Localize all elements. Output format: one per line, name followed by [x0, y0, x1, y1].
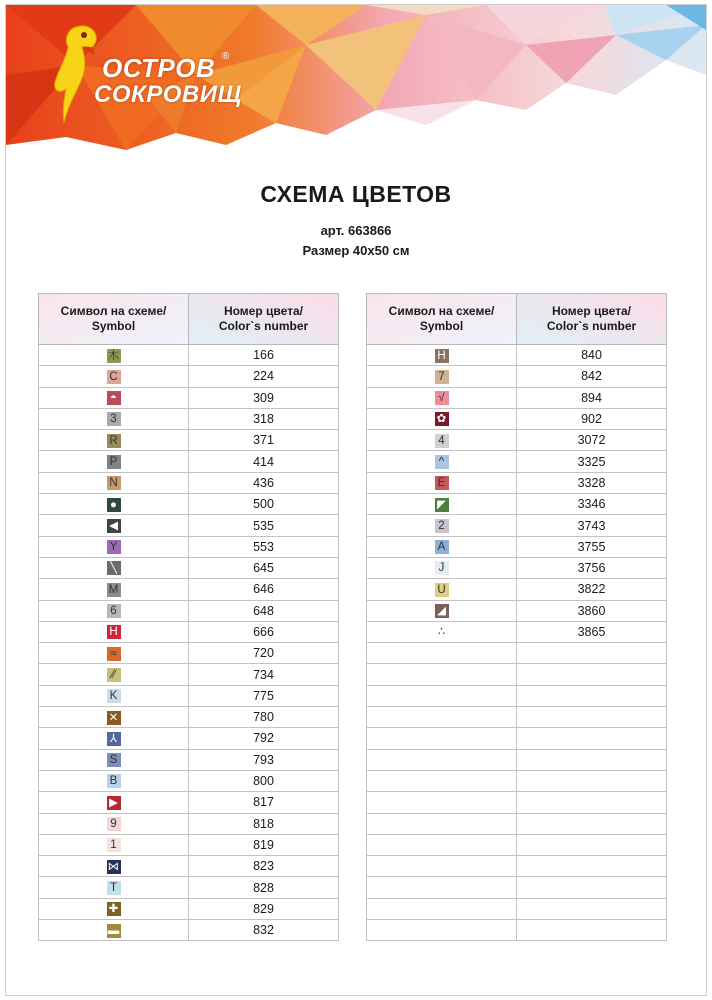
color-number-cell: 371	[189, 430, 339, 451]
symbol-swatch: 4	[435, 434, 449, 448]
color-number-cell: 823	[189, 856, 339, 877]
color-number-cell: 648	[189, 600, 339, 621]
table-row	[39, 770, 339, 791]
table-row	[39, 877, 339, 898]
table-row	[39, 408, 339, 429]
symbol-cell	[39, 920, 189, 941]
header-number	[517, 294, 667, 345]
color-number-cell: 436	[189, 472, 339, 493]
table-row	[39, 834, 339, 855]
header-symbol	[367, 294, 517, 345]
table-row	[367, 770, 667, 791]
table-row	[367, 557, 667, 578]
brand-line1: ОСТРОВ	[102, 53, 216, 83]
table-row	[39, 813, 339, 834]
color-number-cell: 500	[189, 494, 339, 515]
symbol-cell	[367, 621, 517, 642]
color-number-cell	[517, 792, 667, 813]
symbol-cell	[367, 579, 517, 600]
header-number-en: Color`s number	[546, 319, 637, 333]
color-number-cell: 832	[189, 920, 339, 941]
symbol-cell	[39, 728, 189, 749]
color-number-cell: 819	[189, 834, 339, 855]
color-number-cell	[517, 643, 667, 664]
table-row	[39, 515, 339, 536]
table-row	[39, 451, 339, 472]
table-row	[39, 387, 339, 408]
table-row	[367, 792, 667, 813]
symbol-cell	[367, 557, 517, 578]
symbol-swatch: ⁄⁄	[107, 668, 121, 682]
table-row	[367, 813, 667, 834]
symbol-cell	[39, 387, 189, 408]
symbol-cell	[39, 792, 189, 813]
symbol-cell	[367, 749, 517, 770]
color-number-cell: 829	[189, 898, 339, 919]
color-number-cell: 666	[189, 621, 339, 642]
parrot-logo	[46, 19, 106, 129]
table-row	[367, 728, 667, 749]
color-number-cell: 734	[189, 664, 339, 685]
table-row	[39, 366, 339, 387]
symbol-cell	[367, 707, 517, 728]
symbol-cell	[367, 472, 517, 493]
table-row	[39, 494, 339, 515]
color-number-cell	[517, 707, 667, 728]
symbol-swatch: ▶	[107, 796, 121, 810]
symbol-cell	[39, 430, 189, 451]
symbol-swatch: H	[107, 625, 121, 639]
color-number-cell: 553	[189, 536, 339, 557]
symbol-swatch: ▬	[107, 924, 120, 937]
symbol-cell	[39, 643, 189, 664]
header-number-en: Color`s number	[218, 319, 309, 333]
header-number-ru: Номер цвета/	[551, 304, 632, 318]
symbol-cell	[39, 408, 189, 429]
color-number-cell: 842	[517, 366, 667, 387]
symbol-cell	[367, 345, 517, 366]
symbol-cell	[367, 877, 517, 898]
color-chart-sheet	[5, 4, 707, 996]
symbol-swatch: 3	[107, 412, 121, 426]
color-number-cell: 224	[189, 366, 339, 387]
table-row	[39, 749, 339, 770]
table-row	[39, 557, 339, 578]
symbol-swatch: ╲	[107, 561, 121, 575]
table-row	[367, 345, 667, 366]
header-banner	[6, 5, 706, 155]
table-row	[367, 366, 667, 387]
symbol-cell	[39, 749, 189, 770]
color-table-right	[366, 293, 667, 941]
brand-line2: СОКРОВИЩ	[94, 81, 242, 108]
table-row	[367, 579, 667, 600]
symbol-cell	[39, 856, 189, 877]
color-number-cell	[517, 856, 667, 877]
header-symbol-en: Symbol	[419, 319, 464, 333]
symbol-cell	[39, 685, 189, 706]
table-row	[367, 600, 667, 621]
symbol-cell	[367, 387, 517, 408]
color-number-cell: 828	[189, 877, 339, 898]
color-number-cell	[517, 834, 667, 855]
symbol-swatch: ≈	[107, 647, 121, 661]
table-row	[39, 345, 339, 366]
symbol-swatch: T	[107, 881, 121, 895]
table-row	[367, 749, 667, 770]
color-number-cell: 840	[517, 345, 667, 366]
symbol-swatch: ⋈	[107, 860, 120, 873]
table-row	[367, 834, 667, 855]
symbol-cell	[39, 834, 189, 855]
symbol-swatch: U	[435, 583, 449, 597]
symbol-swatch: 6	[107, 604, 121, 618]
table-row	[39, 856, 339, 877]
article-number: арт. 663866	[320, 223, 392, 238]
symbol-swatch: √	[435, 391, 449, 405]
color-number-cell	[517, 813, 667, 834]
table-row	[367, 685, 667, 706]
table-row	[367, 408, 667, 429]
color-number-cell	[517, 728, 667, 749]
table-row	[39, 792, 339, 813]
color-number-cell	[517, 770, 667, 791]
symbol-cell	[39, 877, 189, 898]
symbol-cell	[367, 408, 517, 429]
symbol-cell	[39, 494, 189, 515]
header-number	[189, 294, 339, 345]
symbol-swatch: C	[107, 370, 121, 384]
symbol-swatch: ◀	[107, 519, 121, 533]
symbol-cell	[367, 856, 517, 877]
symbol-cell	[367, 920, 517, 941]
symbol-swatch: S	[107, 753, 121, 767]
table-row	[39, 920, 339, 941]
color-number-cell: 800	[189, 770, 339, 791]
color-number-cell: 3755	[517, 536, 667, 557]
header-symbol-ru: Символ на схеме/	[60, 304, 167, 318]
table-row	[39, 707, 339, 728]
symbol-cell	[367, 813, 517, 834]
page-title: СХЕМА ЦВЕТОВ	[260, 181, 452, 207]
table-row	[367, 430, 667, 451]
symbol-swatch: P	[107, 455, 121, 469]
color-number-cell	[517, 877, 667, 898]
color-number-cell: 645	[189, 557, 339, 578]
symbol-cell	[367, 643, 517, 664]
symbol-cell	[367, 600, 517, 621]
symbol-swatch: J	[435, 561, 449, 575]
table-row	[39, 728, 339, 749]
symbol-swatch: M	[107, 583, 121, 597]
color-number-cell: 818	[189, 813, 339, 834]
symbol-swatch: ^	[435, 455, 449, 469]
table-row	[367, 643, 667, 664]
table-row	[367, 621, 667, 642]
color-number-cell: 3743	[517, 515, 667, 536]
symbol-swatch: 木	[107, 349, 120, 362]
symbol-cell	[39, 707, 189, 728]
color-number-cell: 780	[189, 707, 339, 728]
symbol-swatch: ◤	[435, 498, 449, 512]
table-row	[39, 643, 339, 664]
color-number-cell: 817	[189, 792, 339, 813]
symbol-swatch: A	[435, 540, 449, 554]
symbol-swatch: R	[107, 434, 121, 448]
color-number-cell: 3346	[517, 494, 667, 515]
symbol-swatch: N	[107, 476, 121, 490]
symbol-swatch: ∴	[435, 625, 449, 639]
color-rows-left	[39, 345, 339, 941]
symbol-cell	[367, 792, 517, 813]
symbol-swatch: ◓	[107, 391, 121, 405]
symbol-cell	[367, 664, 517, 685]
symbol-cell	[39, 557, 189, 578]
symbol-swatch: ✕	[107, 711, 121, 725]
registered-mark: ®	[222, 51, 230, 62]
table-row	[367, 515, 667, 536]
symbol-cell	[367, 770, 517, 791]
symbol-cell	[39, 898, 189, 919]
symbol-swatch: E	[435, 476, 449, 490]
symbol-swatch: 7	[435, 370, 449, 384]
symbol-swatch: ✚	[107, 902, 121, 916]
symbol-cell	[39, 621, 189, 642]
header-number-ru: Номер цвета/	[223, 304, 304, 318]
header-symbol-ru: Символ на схеме/	[388, 304, 495, 318]
symbol-cell	[39, 345, 189, 366]
color-number-cell: 3072	[517, 430, 667, 451]
color-number-cell: 3865	[517, 621, 667, 642]
symbol-cell	[367, 685, 517, 706]
symbol-swatch: 1	[107, 838, 121, 852]
table-row	[367, 536, 667, 557]
color-number-cell: 309	[189, 387, 339, 408]
table-row	[367, 856, 667, 877]
table-row	[39, 536, 339, 557]
table-row	[367, 664, 667, 685]
color-number-cell: 902	[517, 408, 667, 429]
table-row	[367, 451, 667, 472]
symbol-cell	[39, 579, 189, 600]
color-number-cell: 775	[189, 685, 339, 706]
symbol-cell	[367, 834, 517, 855]
color-number-cell: 3328	[517, 472, 667, 493]
symbol-cell	[367, 494, 517, 515]
symbol-cell	[39, 366, 189, 387]
symbol-swatch: 2	[435, 519, 449, 533]
symbol-cell	[367, 451, 517, 472]
symbol-swatch: 9	[107, 817, 121, 831]
table-row	[367, 494, 667, 515]
color-number-cell: 894	[517, 387, 667, 408]
table-row	[367, 898, 667, 919]
table-row	[39, 898, 339, 919]
table-row	[367, 707, 667, 728]
color-number-cell: 3822	[517, 579, 667, 600]
symbol-cell	[39, 536, 189, 557]
symbol-cell	[39, 600, 189, 621]
symbol-swatch: ●	[107, 498, 121, 512]
symbol-cell	[39, 472, 189, 493]
table-row	[39, 430, 339, 451]
symbol-cell	[367, 898, 517, 919]
color-number-cell: 720	[189, 643, 339, 664]
color-number-cell: 318	[189, 408, 339, 429]
table-row	[39, 600, 339, 621]
table-row	[39, 472, 339, 493]
table-row	[39, 685, 339, 706]
symbol-cell	[39, 515, 189, 536]
color-number-cell: 3325	[517, 451, 667, 472]
color-table-left	[38, 293, 339, 941]
symbol-cell	[367, 430, 517, 451]
symbol-cell	[39, 770, 189, 791]
table-row	[367, 387, 667, 408]
header-symbol-en: Symbol	[91, 319, 136, 333]
symbol-cell	[367, 728, 517, 749]
table-row	[367, 472, 667, 493]
color-number-cell: 414	[189, 451, 339, 472]
symbol-swatch: Y	[107, 540, 121, 554]
table-row	[39, 664, 339, 685]
symbol-cell	[39, 664, 189, 685]
symbol-cell	[367, 536, 517, 557]
color-number-cell: 3860	[517, 600, 667, 621]
table-row	[367, 920, 667, 941]
table-row	[367, 877, 667, 898]
color-number-cell: 3756	[517, 557, 667, 578]
color-number-cell	[517, 685, 667, 706]
color-number-cell: 792	[189, 728, 339, 749]
color-number-cell	[517, 749, 667, 770]
symbol-swatch: ✿	[435, 412, 449, 426]
symbol-swatch: B	[107, 774, 121, 788]
color-number-cell: 166	[189, 345, 339, 366]
header-symbol	[39, 294, 189, 345]
symbol-swatch: ⅄	[107, 732, 121, 746]
color-number-cell: 793	[189, 749, 339, 770]
symbol-cell	[367, 515, 517, 536]
symbol-cell	[39, 451, 189, 472]
symbol-cell	[39, 813, 189, 834]
color-number-cell	[517, 920, 667, 941]
table-row	[39, 621, 339, 642]
color-rows-right	[367, 345, 667, 941]
symbol-swatch: ◢	[435, 604, 449, 618]
table-row	[39, 579, 339, 600]
color-number-cell: 535	[189, 515, 339, 536]
color-number-cell: 646	[189, 579, 339, 600]
symbol-cell	[367, 366, 517, 387]
color-number-cell	[517, 664, 667, 685]
color-number-cell	[517, 898, 667, 919]
symbol-swatch: H	[435, 349, 449, 363]
symbol-swatch: K	[107, 689, 121, 703]
canvas-size: Размер 40х50 см	[302, 243, 410, 258]
